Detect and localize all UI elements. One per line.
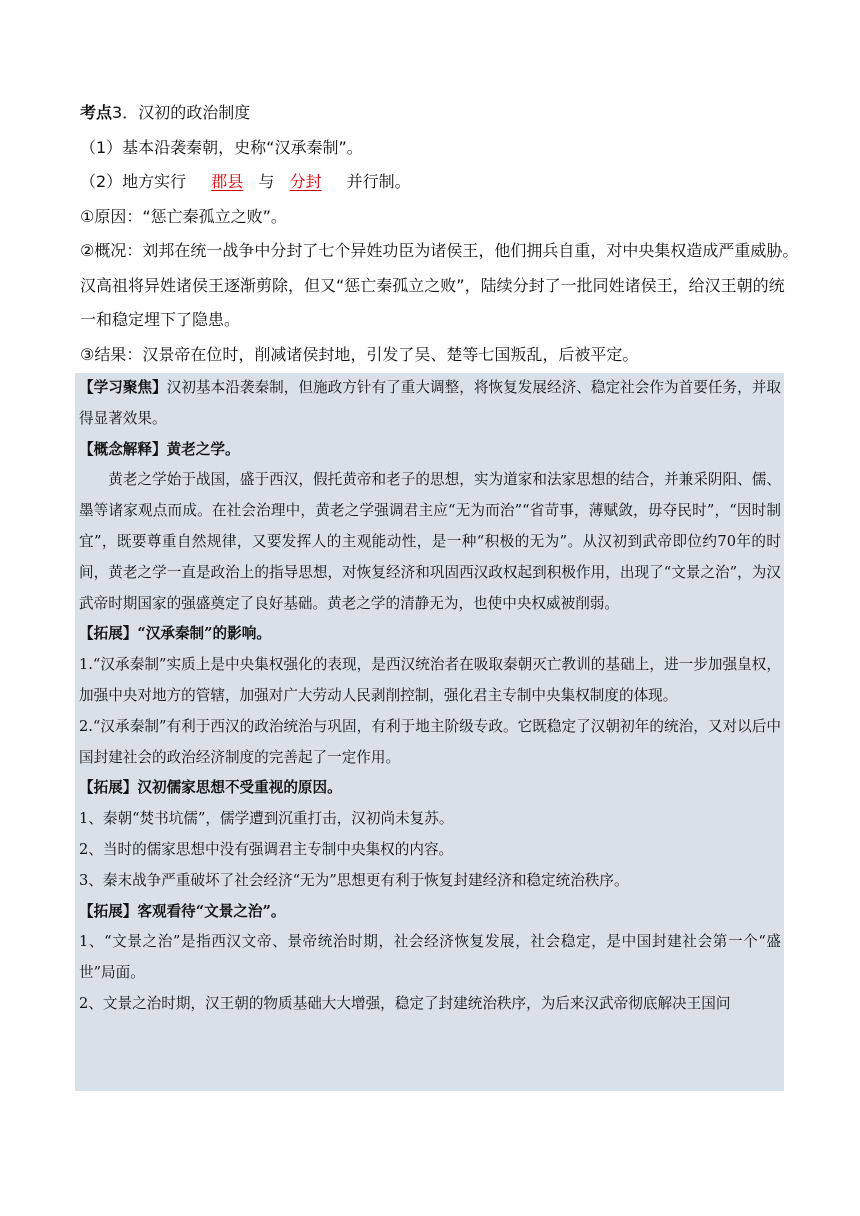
section-number-title: 3．汉初的政治制度 (112, 103, 251, 122)
reason-line: ①原因：“惩亡秦孤立之败”。 (80, 206, 287, 226)
result-line: ③结果：汉景帝在位时，削减诸侯封地，引发了吴、楚等七国叛乱，后被平定。 (80, 344, 639, 364)
extension-2-heading: 【拓展】汉初儒家思想不受重视的原因。 (79, 779, 342, 797)
concept-heading: 【概念解释】黄老之学。 (79, 440, 240, 458)
concept-text: 黄老之学始于战国，盛于西汉，假托黄帝和老子的思想，实为道家和法家思想的结合，并兼采阴阳、儒、墨等诸家观点而成。在社会治理中，黄老之学强调君主应“无为而治”“省苛事，薄赋敛，毋夺民时”，“因时制宜”，既要尊重自然规律，又要发挥人的主观能动性，是一种“积极的无为”。从汉初到武帝即位约70年的时间，黄老之学一直是政治上的指导思想，对恢复经济和巩固西汉政权起到积极作用，出现了“文景之治”，为汉武帝时期国家的强盛奠定了良好基础。黄老之学的清静无为，也使中央权威被削弱。 (79, 471, 781, 612)
notes-box (75, 373, 784, 1091)
point-2-suffix: 并行制。 (346, 172, 411, 191)
extension-3-heading: 【拓展】客观看待“文景之治”。 (79, 902, 286, 920)
extension-3-item-2: 2、文景之治时期，汉王朝的物质基础大大增强，稳定了封建统治秩序，为后来汉武帝彻底解决王国问 (79, 994, 731, 1012)
extension-2-item-3: 3、秦末战争严重破坏了社会经济“无为”思想更有利于恢复封建经济和稳定统治秩序。 (79, 871, 629, 889)
point-1: （1）基本沿袭秦朝，史称“汉承秦制”。 (80, 137, 363, 157)
point-2-prefix: （2）地方实行 (80, 172, 187, 191)
extension-2-item-1: 1、秦朝“焚书坑儒”，儒学遭到沉重打击，汉初尚未复苏。 (79, 810, 454, 828)
section-content (80, 96, 800, 372)
point-2 (80, 165, 800, 200)
extension-2-item-2: 2、当时的儒家思想中没有强调君主专制中央集权的内容。 (79, 840, 454, 858)
section-title (80, 96, 800, 131)
fill-blank-1: 郡县 (211, 172, 244, 191)
extension-1-heading: 【拓展】“汉承秦制”的影响。 (79, 625, 271, 643)
extension-3-item-1: 1、“文景之治”是指西汉文帝、景帝统治时期，社会经济恢复发展，社会稳定，是中国封建社会第一个“盛世”局面。 (79, 933, 781, 982)
fill-blank-2: 分封 (289, 172, 322, 191)
focus-text: 汉初基本沿袭秦制，但施政方针有了重大调整，将恢复发展经济、稳定社会作为首要任务，并取得显著效果。 (79, 379, 781, 427)
focus-heading: 【学习聚焦】 (79, 379, 167, 396)
point-2-mid: 与 (258, 172, 275, 191)
extension-1-item-1: 1.“汉承秦制”实质上是中央集权强化的表现，是西汉统治者在吸取秦朝灭亡教训的基础上，进一步加强皇权，加强中央对地方的管辖，加强对广大劳动人民剥削控制，强化君主专制中央集权制度的体现。 (79, 656, 781, 704)
focus-paragraph (79, 373, 781, 435)
extension-1-item-2: 2.“汉承秦制”有利于西汉的政治统治与巩固，有利于地主阶级专政。它既稳定了汉朝初年的统治，又对以后中国封建社会的政治经济制度的完善起了一定作用。 (79, 717, 781, 766)
overview-paragraph: ②概况：刘邦在统一战争中分封了七个异姓功臣为诸侯王，他们拥兵自重，对中央集权造成严重威胁。汉高祖将异姓诸侯王逐渐剪除，但又“惩亡秦孤立之败”，陆续分封了一批同姓诸侯王，给汉王朝的统一和稳定埋下了隐患。 (80, 241, 799, 329)
section-label: 考点 (80, 103, 113, 122)
